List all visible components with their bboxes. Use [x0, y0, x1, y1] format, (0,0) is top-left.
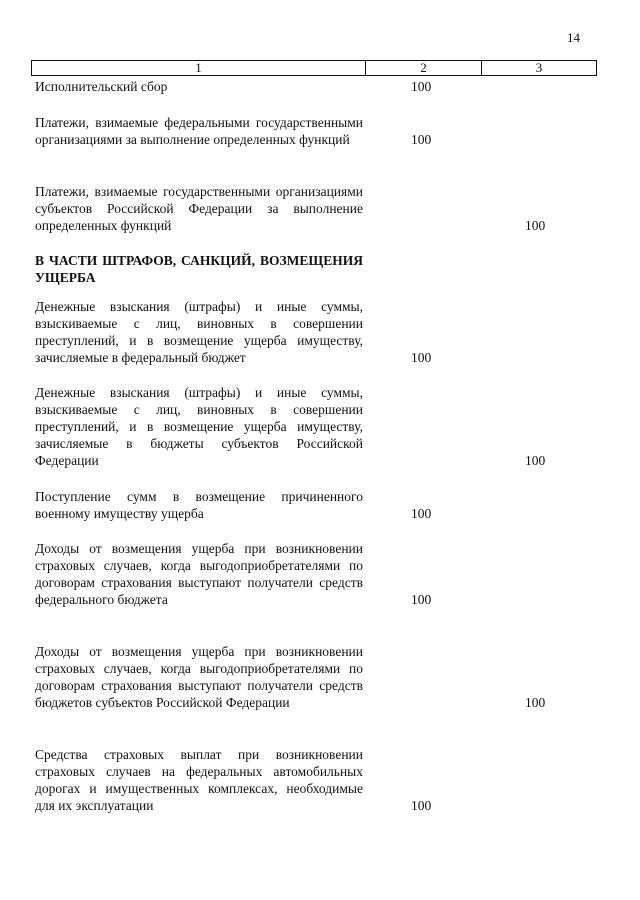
page-number: 14: [567, 30, 580, 45]
header-col-2: 2: [366, 61, 482, 75]
row-text: Поступление сумм в возмещение причиненного военному имуществу ущерба: [35, 489, 363, 521]
table-row: [35, 78, 595, 95]
row-text: Доходы от возмещения ущерба при возникновении страховых случаев, когда выгодоприобретателями по договорам страхования выступают получатели средств бюджетов субъектов Российской Федерации: [35, 644, 363, 710]
table-row: [35, 540, 595, 608]
table-row: [35, 488, 595, 522]
table-row: [35, 384, 595, 469]
table-row: [35, 183, 595, 234]
row-value-col2: 100: [411, 132, 432, 147]
row-value-col2: 100: [411, 506, 432, 521]
row-value-col2: 100: [411, 79, 432, 94]
row-text: Денежные взыскания (штрафы) и иные суммы, взыскиваемые с лиц, виновных в совершении преступлений, и в возмещение ущерба имуществу, зачисляемые в федеральный бюджет: [35, 299, 363, 365]
row-value-col2: 100: [411, 798, 432, 813]
row-text: Доходы от возмещения ущерба при возникновении страховых случаев, когда выгодоприобретателями по договорам страхования выступают получатели средств федерального бюджета: [35, 541, 363, 607]
row-text: Платежи, взимаемые федеральными государственными организациями за выполнение определенных функций: [35, 115, 363, 147]
row-value-col3: 100: [525, 453, 546, 468]
row-text: Денежные взыскания (штрафы) и иные суммы, взыскиваемые с лиц, виновных в совершении преступлений, и в возмещение ущерба имуществу, зачисляемые в бюджеты субъектов Российской Федерации: [35, 385, 363, 468]
section-heading-row: [35, 252, 595, 286]
table-row: [35, 114, 595, 148]
row-text: Средства страховых выплат при возникновении страховых случаев на федеральных автомобильных дорогах и имущественных комплексах, необходимые для их эксплуатации: [35, 747, 363, 813]
row-value-col3: 100: [525, 218, 546, 233]
row-value-col3: 100: [525, 695, 546, 710]
row-text: Платежи, взимаемые государственными организациями субъектов Российской Федерации за выполнение определенных функций: [35, 184, 363, 233]
table-row: [35, 746, 595, 814]
row-value-col2: 100: [411, 592, 432, 607]
row-text: Исполнительский сбор: [35, 79, 168, 94]
row-value-col2: 100: [411, 350, 432, 365]
section-heading: В ЧАСТИ ШТРАФОВ, САНКЦИЙ, ВОЗМЕЩЕНИЯ УЩЕРБА: [35, 253, 363, 285]
header-col-1: 1: [32, 61, 366, 75]
header-col-3: 3: [535, 60, 543, 75]
table-row: [35, 643, 595, 711]
table-row: [35, 298, 595, 366]
